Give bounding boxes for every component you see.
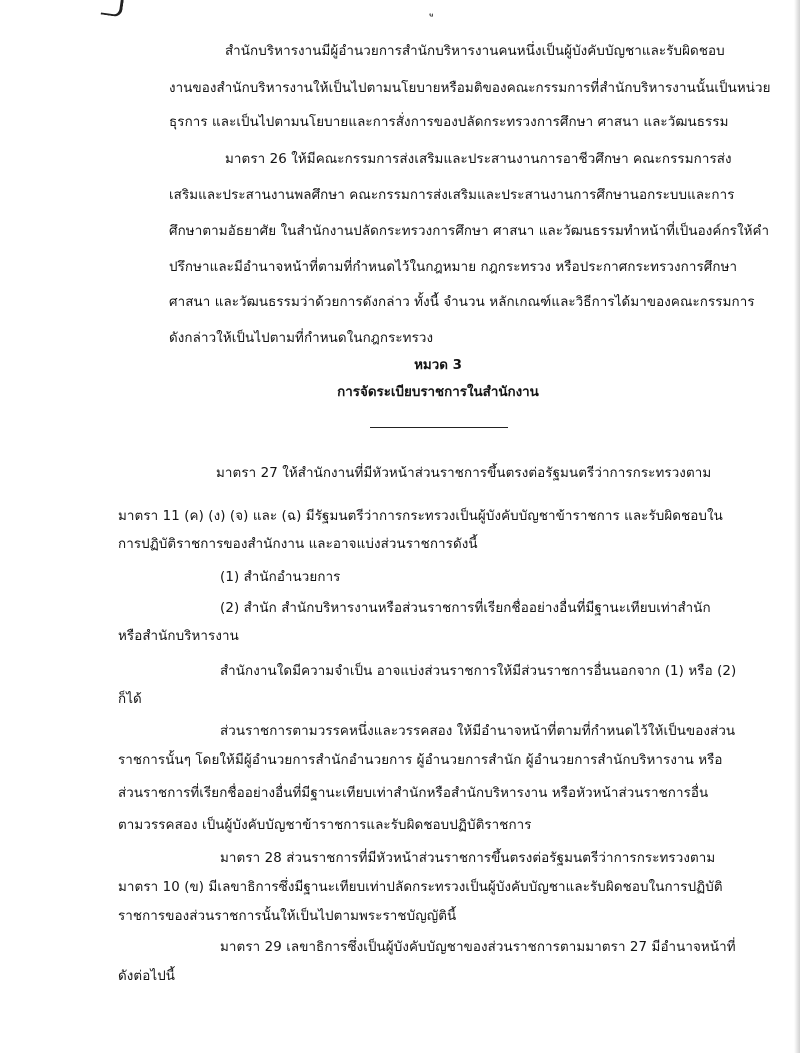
chapter-number: หมวด 3	[414, 358, 462, 373]
text-line: สำนักบริหารงานมีผู้อำนวยการสำนักบริหารงานคนหนึ่งเป็นผู้บังคับบัญชาและรับผิดชอบ	[225, 44, 725, 59]
text-line: หรือสำนักบริหารงาน	[118, 629, 239, 644]
text-line: ก็ได้	[118, 692, 142, 707]
scan-edge-shadow	[794, 0, 800, 1053]
text-line: เสริมและประสานงานพลศึกษา คณะกรรมการส่งเสริมและประสานงานการศึกษานอกระบบและการ	[169, 188, 735, 203]
text-line: (2) สำนัก สำนักบริหารงานหรือส่วนราชการที่เรียกชื่ออย่างอื่นที่มีฐานะเทียบเท่าสำนัก	[220, 601, 711, 616]
text-line: มาตรา 27 ให้สำนักงานที่มีหัวหน้าส่วนราชการขึ้นตรงต่อรัฐมนตรีว่าการกระทรวงตาม	[216, 466, 712, 481]
text-line: ดังกล่าวให้เป็นไปตามที่กำหนดในกฎกระทรวง	[169, 331, 434, 346]
text-line: มาตรา 10 (ข) มีเลขาธิการซึ่งมีฐานะเทียบเท่าปลัดกระทรวงเป็นผู้บังคับบัญชาและรับผิดชอบในการปฏิบัติ	[118, 880, 723, 895]
text-line: ศึกษาตามอัธยาศัย ในสำนักงานปลัดกระทรวงการศึกษา ศาสนา และวัฒนธรรมทำหน้าที่เป็นองค์กรให้คำ	[169, 224, 770, 239]
text-line: ธุรการ และเป็นไปตามนโยบายและการสั่งการของปลัดกระทรวงการศึกษา ศาสนา และวัฒนธรรม	[169, 115, 729, 130]
text-line: ศาสนา และวัฒนธรรมว่าด้วยการดังกล่าว ทั้งนี้ จำนวน หลักเกณฑ์และวิธีการได้มาของคณะกรรมการ	[169, 295, 755, 310]
text-line: ตามวรรคสอง เป็นผู้บังคับบัญชาข้าราชการและรับผิดชอบปฏิบัติราชการ	[118, 818, 532, 833]
text-line: ส่วนราชการที่เรียกชื่ออย่างอื่นที่มีฐานะเทียบเท่าสำนักหรือสำนักบริหารงาน หรือหัวหน้าส่วนราชการอื่น	[118, 786, 709, 801]
text-line: ดังต่อไปนี้	[118, 969, 176, 984]
text-line: ราชการนั้นๆ โดยให้มีผู้อำนวยการสำนักอำนวยการ ผู้อำนวยการสำนัก ผู้อำนวยการสำนักบริหารงาน หรือ	[118, 753, 723, 768]
heading-divider	[370, 427, 508, 428]
text-line: การปฏิบัติราชการของสำนักงาน และอาจแบ่งส่วนราชการดังนี้	[118, 537, 478, 552]
text-line: มาตรา 11 (ค) (ง) (จ) และ (ฉ) มีรัฐมนตรีว่าการกระทรวงเป็นผู้บังคับบัญชาข้าราชการ และรับผิดชอบใน	[118, 509, 723, 524]
text-line: งานของสำนักบริหารงานให้เป็นไปตามนโยบายหรือมติของคณะกรรมการที่สำนักบริหารงานนั้นเป็นหน่วย	[169, 81, 771, 96]
text-line: ปรึกษาและมีอำนาจหน้าที่ตามที่กำหนดไว้ในกฎหมาย กฎกระทรวง หรือประกาศกระทรวงการศึกษา	[169, 260, 738, 275]
text-line: มาตรา 28 ส่วนราชการที่มีหัวหน้าส่วนราชการขึ้นตรงต่อรัฐมนตรีว่าการกระทรวงตาม	[220, 851, 716, 866]
text-line: (1) สำนักอำนวยการ	[220, 570, 341, 585]
text-line: มาตรา 26 ให้มีคณะกรรมการส่งเสริมและประสานงานการอาชีวศึกษา คณะกรรมการส่ง	[225, 152, 732, 167]
text-line: ราชการของส่วนราชการนั้นให้เป็นไปตามพระราชบัญญัตินี้	[118, 909, 457, 924]
text-line: ส่วนราชการตามวรรคหนึ่งและวรรคสอง ให้มีอำนาจหน้าที่ตามที่กำหนดไว้ให้เป็นของส่วน	[220, 724, 736, 739]
scan-artifact-mark	[101, 0, 125, 17]
chapter-title: การจัดระเบียบราชการในสำนักงาน	[337, 385, 539, 400]
text-line: มาตรา 29 เลขาธิการซึ่งเป็นผู้บังคับบัญชาของส่วนราชการตามมาตรา 27 มีอำนาจหน้าที่	[220, 940, 736, 955]
text-line: สำนักงานใดมีความจำเป็น อาจแบ่งส่วนราชการให้มีส่วนราชการอื่นนอกจาก (1) หรือ (2)	[220, 664, 737, 679]
